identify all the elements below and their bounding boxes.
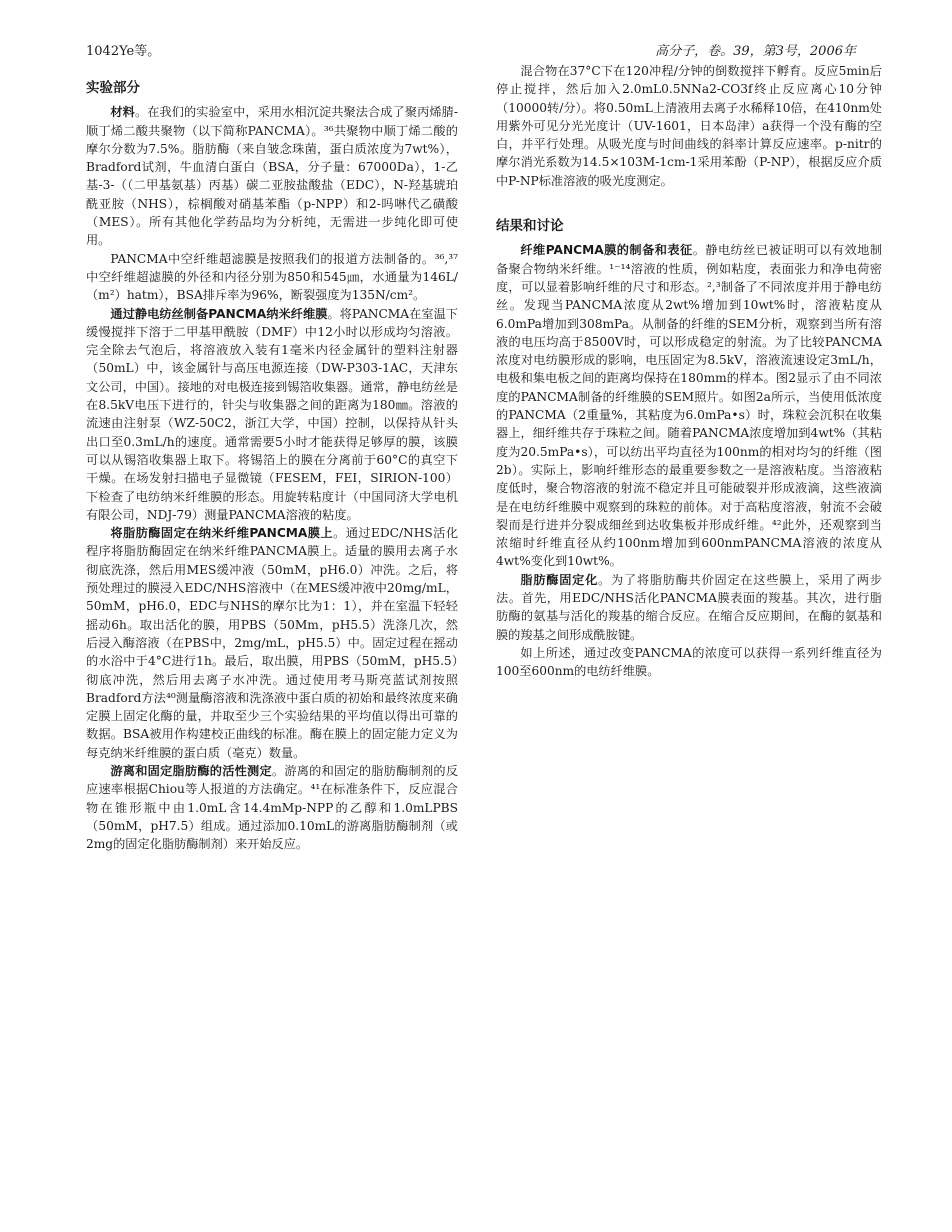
paragraph-hollow-fiber: PANCMA中空纤维超滤膜是按照我们的报道方法制备的。³⁶,³⁷中空纤维超滤膜的外径和内径分别为850和545㎛，水通量为146L/（m²）hatm），BSA排斥率为96%，断裂强度为135N/cm²。 [86,251,458,303]
paragraph-text: 。为了将脂肪酶共价固定在这些膜上，采用了两步法。首先，用EDC/NHS活化PANCMA膜表面的羧基。其次，进行脂肪酶的氨基与活化的羧基的缩合反应。在缩合反应期间，在酶的氨基和膜的羧基之间形成酰胺键。 [496,572,883,642]
paragraph-lead: 材料 [110,105,135,120]
paragraph-lead: 纤维PANCMA膜的制备和表征 [520,243,693,258]
paragraph-lead: 游离和固定脂肪酶的活性测定 [110,763,272,778]
paragraph-text: 。将PANCMA在室温下缓慢搅拌下溶于二甲基甲酰胺（DMF）中12小时以形成均匀溶液。完全除去气泡后，将溶液放入装有1毫米内径金属针的塑料注射器（50mL）中，该金属针与高压电源连接（DW-P303-1AC，天津东文公司，中国）。接地的对电极连接到锡箔收集器。通常，静电纺丝是在8.5kV电压下进行的，针尖与收集器之间的距离为180㎜。溶液的流速由注射泵（WZ-50C2，浙江大学，中国）控制，以保持从针头出口至0.3mL/h的速度。通常需要5小时才能获得足够厚的膜，该膜可以从锡箔收集器上取下。将锡箔上的膜在分离前于60°C的真空下干燥。在场发射扫描电子显微镜（FESEM，FEI，SIRION-100）下检查了电纺纳米纤维膜的形态。用旋转粘度计（中国同济大学电机有限公司，NDJ-79）测量PANCMA溶液的粘度。 [86,306,458,522]
paragraph-lead: 将脂肪酶固定在纳米纤维PANCMA膜上 [110,526,334,541]
paragraph-activity-assay [86,762,458,853]
left-column [86,66,458,853]
paragraph-text: 。通过EDC/NHS活化程序将脂肪酶固定在纳米纤维PANCMA膜上。适量的膜用去离子水彻底洗涤，然后用MES缓冲液（50mM，pH6.0）冲洗。之后，将预处理过的膜浸入EDC/NHS溶液中（在MES缓冲液中20mg/mL，50mM，pH6.0，EDC与NHS的摩尔比为1：1），并在室温下轻轻摇动6h。取出活化的膜，用PBS（50Mm，pH5.5）洗涤几次，然后浸入酶溶液（在PBS中，2mg/mL，pH5.5）中。固定过程在摇动的水浴中于4°C进行1h。最后，取出膜，用PBS（50mM，pH5.5）彻底冲洗，然后用去离子水冲洗。通过使用考马斯亮蓝试剂按照Bradford方法⁴⁰测量酶溶液和洗涤液中蛋白质的初始和最终浓度来确定膜上固定化酶的量，并取至少三个实验结果的平均值以得出可靠的数据。BSA被用作构建校正曲线的标准。酶在膜上的固定能力定义为每克纳米纤维膜的蛋白质（毫克）数量。 [86,526,459,760]
paragraph-assay-continued: 混合物在37°C下在120冲程/分钟的倒数搅拌下孵育。反应5min后停止搅拌，然后加入2.0mL0.5NNa2-CO3f终止反应离心10分钟（10000转/分）。将0.50mL上清液用去离子水稀释10倍，在410nm处用紫外可见分光光度计（UV-1601，日本岛津）a获得一个没有酶的空白，并平行处理。从吸光度与时间曲线的斜率计算反应速率。p-nitr的摩尔消光系数为14.5×103M-1cm-1采用苯酚（P-NP），根据反应介质中P-NP标准溶液的吸光度测定。 [496,64,882,188]
header-journal-citation: 高分子，卷。39，第3号，2006年 [655,44,856,59]
running-header [86,40,856,60]
paragraph-lead: 脂肪酶固定化 [520,572,599,587]
paragraph-text: 。静电纺丝已被证明可以有效地制备聚合物纳米纤维。¹⁻¹⁴溶液的性质，例如粘度，表面张力和净电荷密度，可以显着影响纤维的尺寸和形态。²,³制备了不同浓度并用于静电纺丝。发现当PANCMA浓度从2wt%增加到10wt%时，溶液粘度从6.0mPa增加到308mPa。从制备的纤维的SEM分析，观察到当所有溶液的电压均高于8500V时，可以形成稳定的射流。为了比较PANCMA浓度对电纺膜形成的影响，电压固定为8.5kV，溶液流速设定3mL/h，电极和集电板之间的距离均保持在180mm的样本。图2显示了由不同浓度的PANCMA制备的纤维膜的SEM照片。如图2a所示，当使用低浓度的PANCMA（2重量%，其粘度为6.0mPa•s）时，珠粒会沉积在收集器上，细纤维共存于珠粒之间。随着PANCMA浓度增加到4wt%（其粘度为20.5mPa•s），可以纺出平均直径为100nm的相对均匀的纤维（图2b）。实际上，影响纤维形态的最重要参数之一是溶液粘度。当溶液粘度低时，聚合物溶液的射流不稳定并且可能破裂并形成液滴，这些液滴是在电纺纤维膜中观察到的珠粒的前体。对于高粘度溶液，射流不会破裂而是行进并分裂成细丝到达收集板并形成纤维。⁴²此外，还观察到当浓缩时纤维直径从约100nm增加到600nmPANCMA溶液的浓度从4wt%变化到10wt%。 [496,243,883,569]
section-heading-results: 结果和讨论 [496,218,564,235]
paragraph-immobilization [86,524,458,762]
paragraph-lead: 通过静电纺丝制备PANCMA纳米纤维膜 [110,306,328,321]
right-column [496,62,882,681]
paragraph-lipase-immobilization [496,571,882,644]
paragraph-text: 。在我们的实验室中，采用水相沉淀共聚法合成了聚丙烯腈-顺丁烯二酸共聚物（以下简称PANCMA）。³⁶共聚物中顺丁烯二酸的摩尔分数为7.5%。脂肪酶（来自皱念珠菌，蛋白质浓度为7wt%），Bradford试剂，牛血清白蛋白（BSA，分子量：67000Da），1-乙基-3-（（二甲基氨基）丙基）碳二亚胺盐酸盐（EDC），N-羟基琥珀酰亚胺（NHS），棕榈酸对硝基苯酯（p-NPP）和2-吗啉代乙磺酸（MES）。所有其他化学药品均为分析纯，无需进一步纯化即可使用。 [86,105,459,248]
paragraph-electrospinning [86,305,458,525]
paragraph-summary: 如上所述，通过改变PANCMA的浓度可以获得一系列纤维直径为100至600nm的电纺纤维膜。 [496,645,882,679]
paragraph-materials [86,103,458,249]
paragraph-text: 。游离的和固定的脂肪酶制剂的反应速率根据Chiou等人报道的方法确定。⁴¹在标准条件下，反应混合物在锥形瓶中由1.0mL含14.4mMp-NPP的乙醇和1.0mLPBS（50mM，pH7.5）组成。通过添加0.10mL的游离脂肪酶制剂（或2mg的固定化脂肪酶制剂）来开始反应。 [86,763,459,852]
header-page-author: 1042Ye等。 [86,44,161,59]
paragraph-membrane-characterization [496,241,882,570]
section-heading-experimental: 实验部分 [86,80,140,96]
